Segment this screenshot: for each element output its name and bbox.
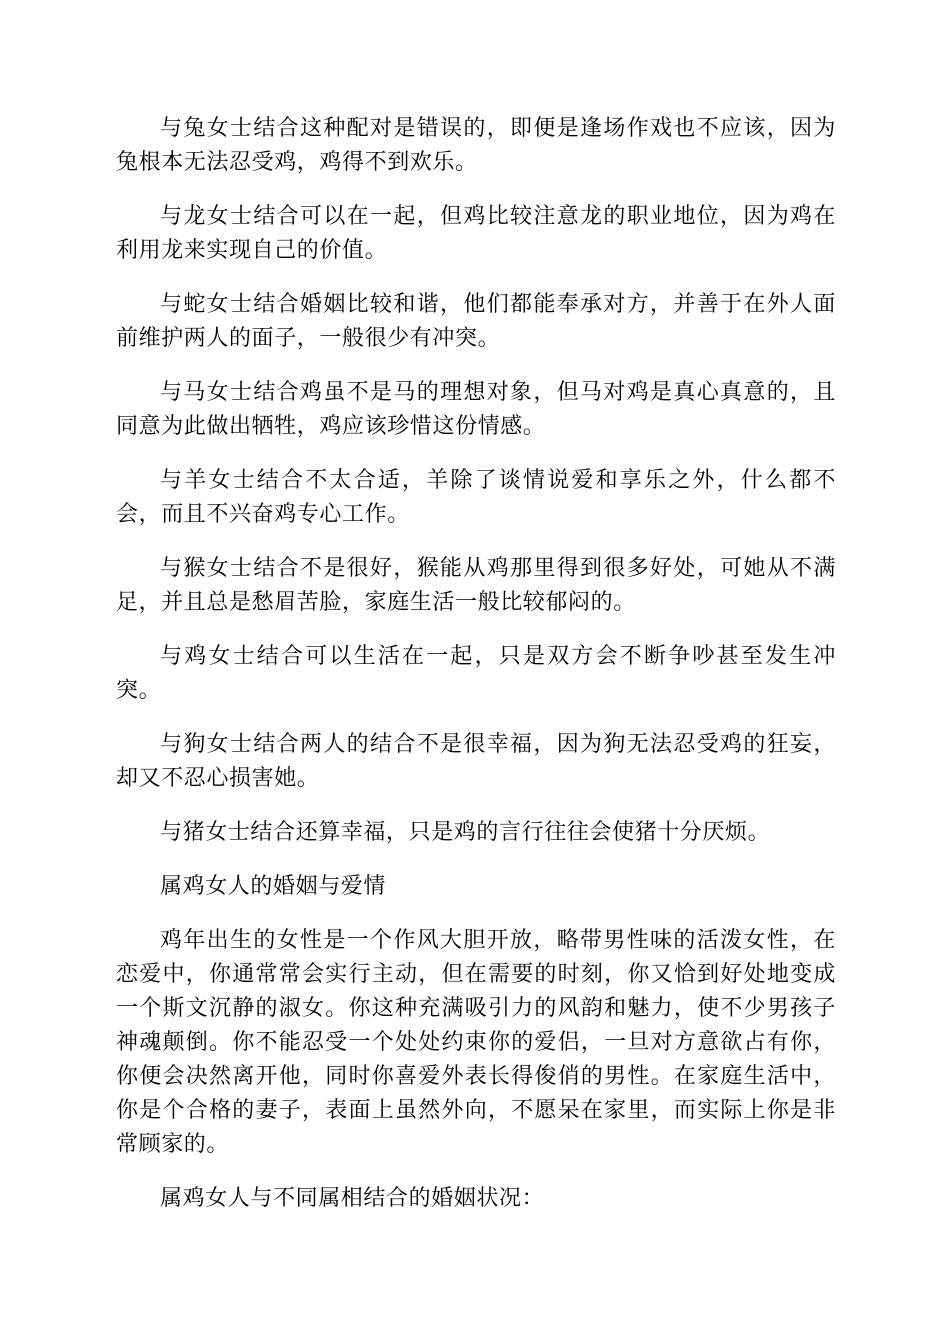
paragraph-goat: 与羊女士结合不太合适，羊除了谈情说爱和享乐之外，什么都不会，而且不兴奋鸡专心工作。 <box>116 468 836 527</box>
paragraph-horse: 与马女士结合鸡虽不是马的理想对象，但马对鸡是真心真意的，且同意为此做出牺牲，鸡应该珍惜这份情感。 <box>116 380 836 439</box>
document-body <box>116 112 836 1236</box>
paragraph-rabbit: 与兔女士结合这种配对是错误的，即便是逢场作戏也不应该，因为兔根本无法忍受鸡，鸡得不到欢乐。 <box>116 116 836 175</box>
paragraph-monkey: 与猴女士结合不是很好，猴能从鸡那里得到很多好处，可她从不满足，并且总是愁眉苦脸，家庭生活一般比较郁闷的。 <box>116 556 836 615</box>
paragraph-rooster: 与鸡女士结合可以生活在一起，只是双方会不断争吵甚至发生冲突。 <box>116 644 836 703</box>
paragraph-rooster-woman-love: 鸡年出生的女性是一个作风大胆开放，略带男性味的活泼女性，在恋爱中，你通常常会实行主动，但在需要的时刻，你又恰到好处地变成一个斯文沉静的淑女。你这种充满吸引力的风韵和魅力，使不少男孩子神魂颠倒。你不能忍受一个处处约束你的爱侣，一旦对方意欲占有你，你便会决然离开他，同时你喜爱外表长得俊俏的男性。在家庭生活中，你是个合格的妻子，表面上虽然外向，不愿呆在家里，而实际上你是非常顾家的。 <box>116 928 836 1157</box>
paragraph-dog: 与狗女士结合两人的结合不是很幸福，因为狗无法忍受鸡的狂妄，却又不忍心损害她。 <box>116 732 836 791</box>
paragraph-dragon: 与龙女士结合可以在一起，但鸡比较注意龙的职业地位，因为鸡在利用龙来实现自己的价值。 <box>116 204 836 263</box>
paragraph-snake: 与蛇女士结合婚姻比较和谐，他们都能奉承对方，并善于在外人面前维护两人的面子，一般很少有冲突。 <box>116 292 836 351</box>
section-heading: 属鸡女人的婚姻与爱情 <box>160 874 387 899</box>
section-heading-compatibility: 属鸡女人与不同属相结合的婚姻状况： <box>160 1186 545 1211</box>
paragraph-pig: 与猪女士结合还算幸福，只是鸡的言行往往会使猪十分厌烦。 <box>160 820 771 845</box>
